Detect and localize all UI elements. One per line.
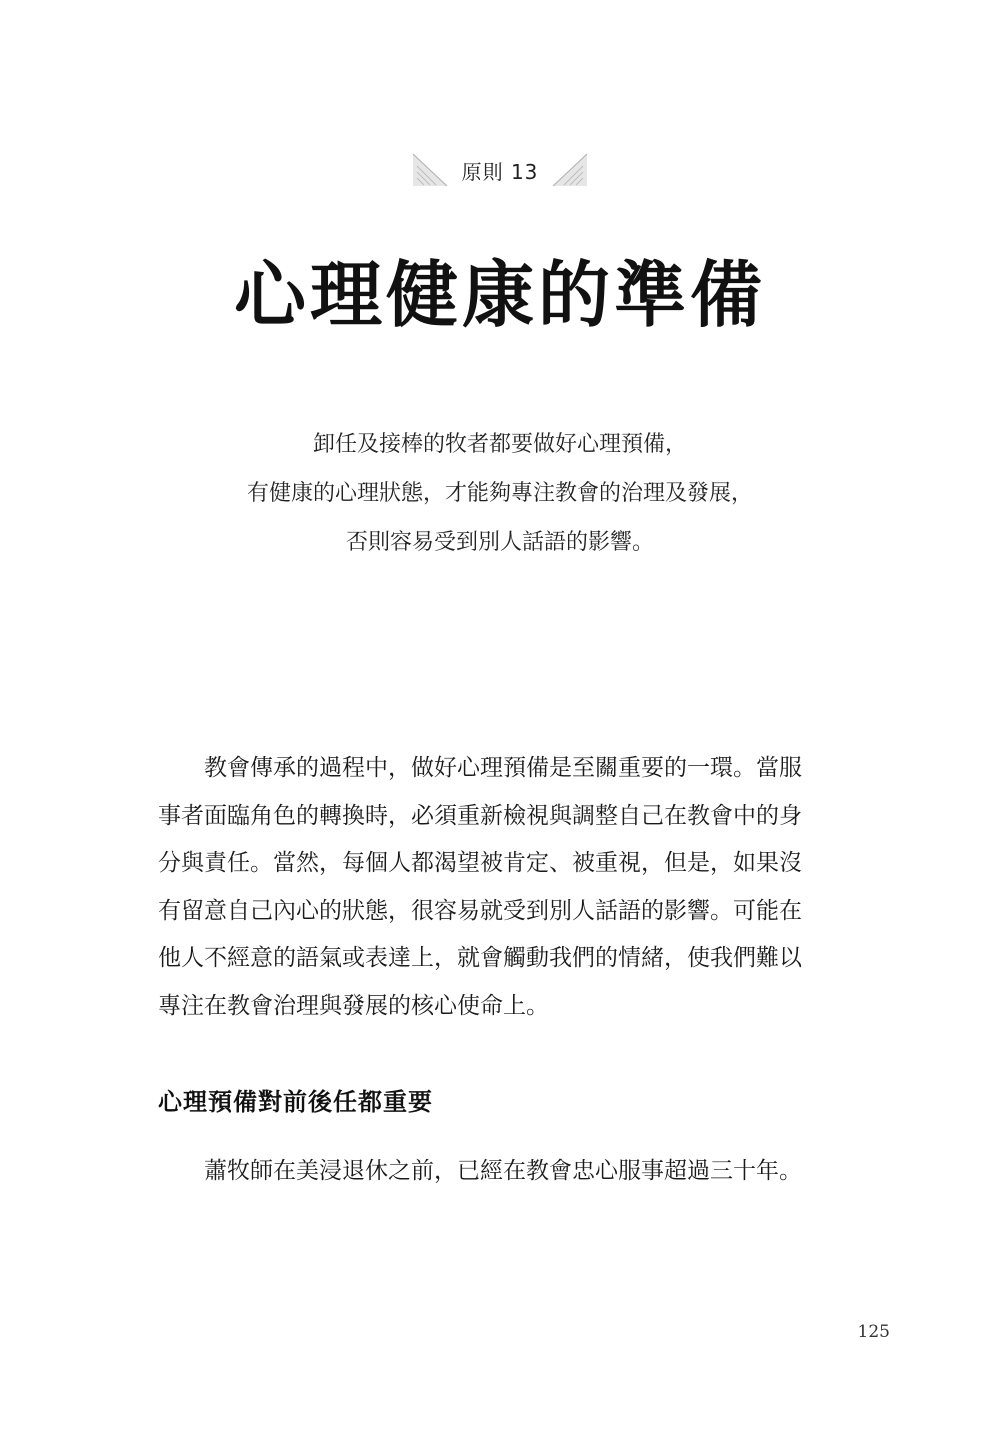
paragraph-line: 他人不經意的語氣或表達上，就會觸動我們的情緒，使我們難以 — [158, 945, 802, 971]
body-paragraph — [158, 745, 846, 1030]
intro-line: 卸任及接棒的牧者都要做好心理預備， — [312, 432, 687, 457]
paragraph-line: 教會傳承的過程中，做好心理預備是至關重要的一環。當服 — [204, 755, 802, 781]
right-triangle-ornament-icon — [552, 152, 588, 188]
principle-label — [0, 150, 1000, 190]
chapter-title: 心理健康的準備 — [233, 252, 766, 337]
paragraph-line: 有留意自己內心的狀態，很容易就受到別人話語的影響。可能在 — [158, 897, 802, 924]
paragraph-line: 事者面臨角色的轉換時，必須重新檢視與調整自己在教會中的身 — [158, 802, 802, 829]
page-number: 125 — [857, 1322, 890, 1342]
paragraph-line: 分與責任。當然，每個人都渴望被肯定、被重視，但是，如果沒 — [158, 850, 802, 876]
left-triangle-ornament-icon — [412, 152, 448, 188]
paragraph-line: 專注在教會治理與發展的核心使命上。 — [158, 992, 549, 1019]
body-paragraph-2: 蕭牧師在美浸退休之前，已經在教會忠心服事超過三十年。 — [204, 1158, 802, 1184]
section-heading: 心理預備對前後任都重要 — [158, 1088, 433, 1116]
intro-line: 否則容易受到別人話語的影響。 — [345, 530, 654, 555]
principle-number: 原則 13 — [461, 159, 539, 184]
intro-summary — [0, 420, 1000, 567]
intro-line: 有健康的心理狀態，才能夠專注教會的治理及發展， — [246, 481, 753, 506]
